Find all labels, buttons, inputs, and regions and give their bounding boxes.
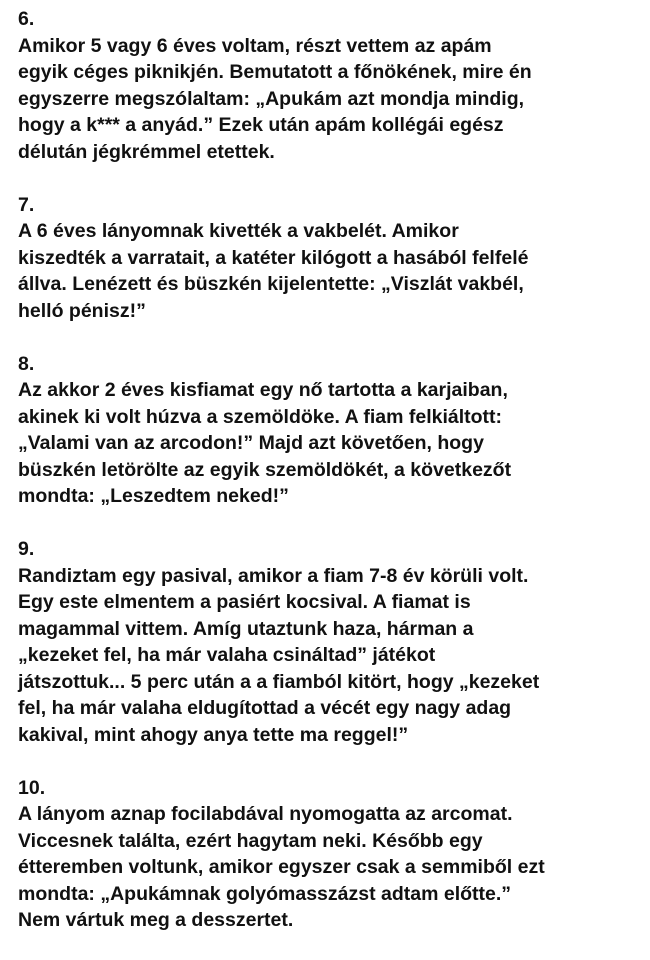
entry-text-line: helló pénisz!” (18, 299, 146, 322)
entry-text-line: büszkén letörölte az egyik szemöldökét, a következőt (18, 458, 512, 481)
entry-text-line: állva. Lenézett és büszkén kijelentette: „Viszlát vakbél, (18, 273, 524, 295)
entry-text-line: „kezeket fel, ha már valaha csináltad” játékot (18, 644, 436, 666)
entry-8 (18, 351, 643, 510)
entry-text-line: mondta: „Apukámnak golyómasszázst adtam előtte.” (18, 882, 512, 905)
entry-text-line: A 6 éves lányomnak kivették a vakbelét. Amikor (18, 220, 459, 242)
entry-text-line: fel, ha már valaha eldugítottad a vécét egy nagy adag (18, 697, 512, 719)
entry-10 (18, 775, 643, 934)
anecdote-list (18, 6, 643, 960)
entry-text-line: kakival, mint ahogy anya tette ma reggel!” (18, 723, 409, 746)
entry-text-line: hogy a k*** a anyád.” Ezek után apám kollégái egész (18, 114, 504, 136)
entry-text-line: A lányom aznap focilabdával nyomogatta az arcomat. (18, 803, 513, 825)
entry-text-line: Randiztam egy pasival, amikor a fiam 7-8 év körüli volt. (18, 564, 529, 587)
entry-9 (18, 536, 643, 748)
entry-number: 6. (18, 8, 35, 30)
entry-text-line: Viccesnek találta, ezért hagytam neki. Később egy (18, 829, 483, 852)
entry-text-line: Nem vártuk meg a desszertet. (18, 909, 294, 931)
entry-text-line: Egy este elmentem a pasiért kocsival. A fiamat is (18, 591, 471, 613)
entry-text-line: játszottuk... 5 perc után a a fiamból kitört, hogy „kezeket (18, 670, 540, 693)
entry-number: 7. (18, 193, 35, 216)
entry-text-line: Az akkor 2 éves kisfiamat egy nő tartotta a karjaiban, (18, 379, 508, 401)
entry-text-line: délután jégkrémmel etettek. (18, 140, 275, 163)
entry-text-line: egyik céges piknikjén. Bemutatott a főnökének, mire én (18, 61, 532, 83)
entry-text-line: mondta: „Leszedtem neked!” (18, 485, 289, 507)
entry-number: 9. (18, 538, 35, 560)
entry-number: 10. (18, 776, 46, 799)
entry-text-line: akinek ki volt húzva a szemöldöke. A fiam felkiáltott: (18, 405, 503, 428)
entry-text-line: „Valami van az arcodon!” Majd azt követően, hogy (18, 432, 484, 454)
entry-6 (18, 6, 643, 165)
entry-number: 8. (18, 352, 35, 375)
entry-text-line: kiszedték a varratait, a katéter kilógott a hasából felfelé (18, 246, 529, 269)
entry-text-line: magammal vittem. Amíg utaztunk haza, hárman a (18, 617, 474, 640)
entry-text-line: egyszerre megszólaltam: „Apukám azt mondja mindig, (18, 87, 525, 110)
entry-text-line: Amikor 5 vagy 6 éves voltam, részt vettem az apám (18, 34, 492, 57)
entry-7 (18, 192, 643, 325)
entry-text-line: étteremben voltunk, amikor egyszer csak a semmiből ezt (18, 856, 545, 878)
